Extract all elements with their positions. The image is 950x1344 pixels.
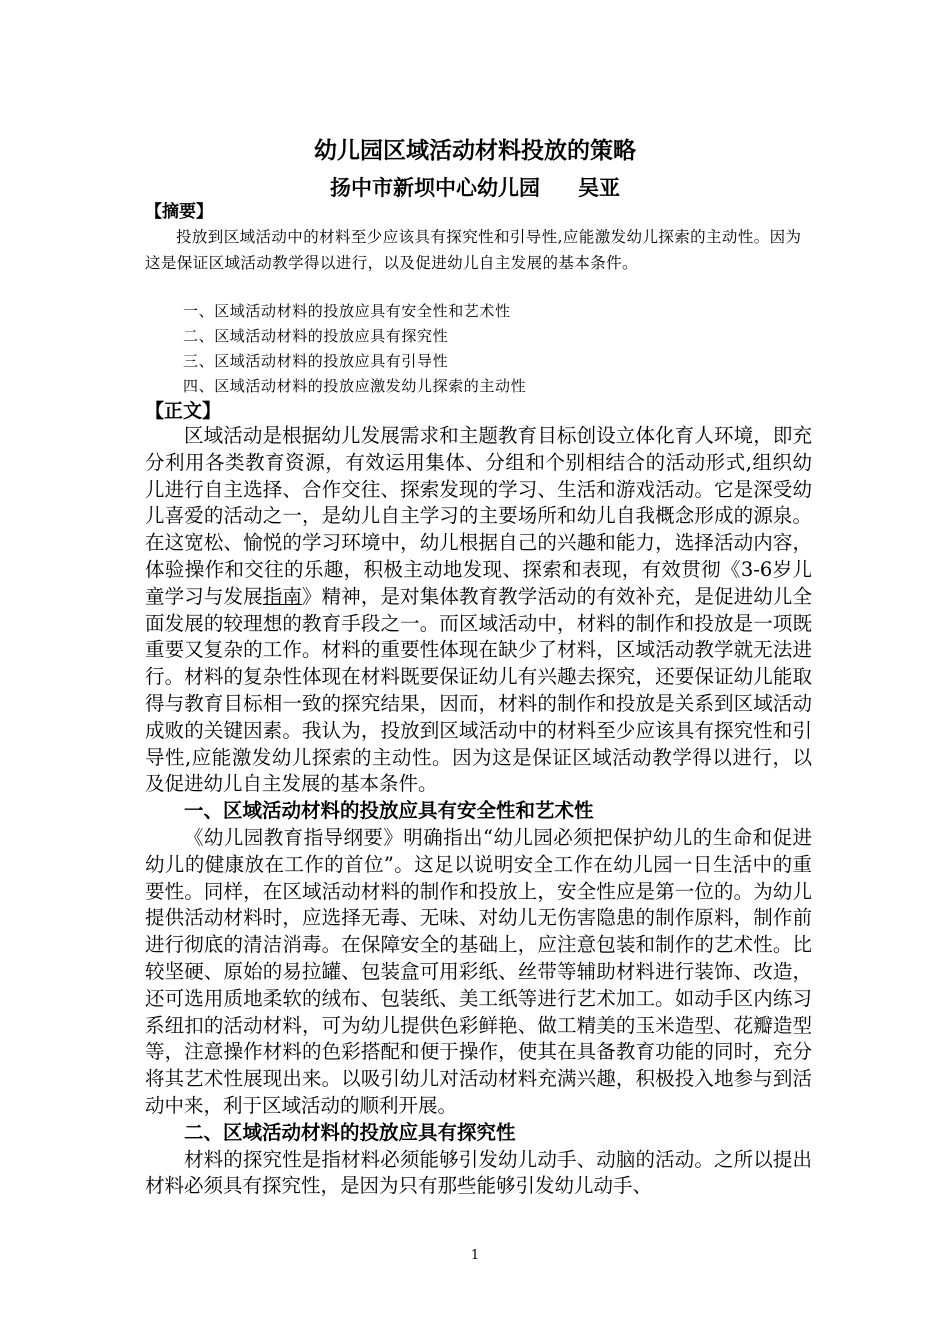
abstract-text: 投放到区域活动中的材料至少应该具有探究性和引导性,应能激发幼儿探索的主动性。因为这是保证区域活动教学得以进行，以及促进幼儿自主发展的基本条件。 [145,228,802,272]
author-name: 吴亚 [578,176,620,200]
section1-paragraph: 《幼儿园教育指导纲要》明确指出“幼儿园必须把保护幼儿的生命和促进幼儿的健康放在工作的首位”。这足以说明安全工作在幼儿园一日生活中的重要性。同样，在区域活动材料的制作和投放上，安全性应是第一位的。为幼儿提供活动材料时，应选择无毒、无味、对幼儿无伤害隐患的制作原料，制作前进行彻底的清洁消毒。在保障安全的基础上，应注意包装和制作的艺术性。比较坚硬、原始的易拉罐、包装盒可用彩纸、丝带等辅助材料进行装饰、改造，还可选用质地柔软的绒布、包装纸、美工纸等进行艺术加工。如动手区内练习系纽扣的活动材料，可为幼儿提供色彩鲜艳、做工精美的玉米造型、花瓣造型等，注意操作材料的色彩搭配和便于操作，使其在具备教育功能的同时，充分将其艺术性展现出来。以吸引幼儿对活动材料充满兴趣，积极投入地参与到活动中来，利于区域活动的顺利开展。 [145,825,812,1117]
abstract-heading: 【摘要】 [145,202,213,222]
abstract-outline-item: 二、区域活动材料的投放应具有探究性 [183,327,449,345]
body-heading: 【正文】 [145,400,222,422]
author-organization: 扬中市新坝中心幼儿园 [330,176,540,200]
intro-text-part2: 》精神，是对集体教育教学活动的有效补充，是促进幼儿全面发展的较理想的教育手段之一。而区域活动中，材料的制作和投放是一项既重要又复杂的工作。材料的重要性体现在缺少了材料，区域活动教学就无法进行。材料的复杂性体现在材料既要保证幼儿有兴趣去探究，还要保证幼儿能取得与教育目标相一致的探究结果，因而，材料的制作和投放是关系到区域活动成败的关键因素。我认为，投放到区域活动中的材料至少应该具有探究性和引导性,应能激发幼儿探索的主动性。因为这是保证区域活动教学得以进行，以及促进幼儿自主发展的基本条件。 [145,584,812,796]
abstract-outline-list [183,299,526,399]
main-body [145,423,812,1200]
section2-paragraph: 材料的探究性是指材料必须能够引发幼儿动手、动脑的活动。之所以提出材料必须具有探究性，是因为只有那些能够引发幼儿动手、 [145,1147,812,1198]
abstract-outline-item: 三、区域活动材料的投放应具有引导性 [183,352,449,370]
abstract-outline-item: 四、区域活动材料的投放应激发幼儿探索的主动性 [183,377,527,395]
document-title: 幼儿园区域活动材料投放的策略 [314,138,636,164]
intro-paragraph [145,423,812,798]
intro-underlined-word: 指南 [262,584,302,608]
abstract-outline-item: 一、区域活动材料的投放应具有安全性和艺术性 [183,302,511,320]
section1-heading: 一、区域活动材料的投放应具有安全性和艺术性 [184,799,594,823]
intro-text-part1: 区域活动是根据幼儿发展需求和主题教育目标创设立体化育人环境，即充分利用各类教育资源，有效运用集体、分组和个别相结合的活动形式,组织幼儿进行自主选择、合作交往、探索发现的学习、生活和游戏活动。它是深受幼儿喜爱的活动之一，是幼儿自主学习的主要场所和幼儿自我概念形成的源泉。在这宽松、愉悦的学习环境中，幼儿根据自己的兴趣和能力，选择活动内容，体验操作和交往的乐趣，积极主动地发现、探索和表现，有效贯彻《3-6岁儿童学习与发展 [145,424,812,608]
page-number: 1 [470,1248,480,1263]
author-line [145,174,805,202]
section2-heading: 二、区域活动材料的投放应具有探究性 [184,1120,516,1144]
